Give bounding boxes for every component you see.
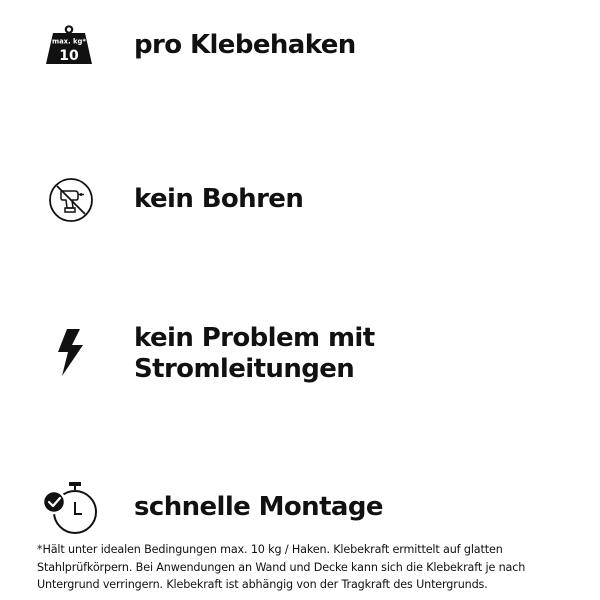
feature-title-power-lines-line-2: Stromleitungen <box>134 354 355 384</box>
weight-icon-label: max. kg* <box>52 37 86 46</box>
feature-title-quick-installation: schnelle Montage <box>134 492 383 522</box>
feature-title-power-lines-line-1: kein Problem mit <box>134 323 375 353</box>
feature-title-no-drilling: kein Bohren <box>134 184 304 214</box>
lightning-icon <box>53 327 87 377</box>
feature-title-weight: pro Klebehaken <box>134 30 356 60</box>
weight-icon-value: 10 <box>59 48 79 64</box>
stopwatch-check-icon <box>40 478 100 538</box>
no-drill-icon <box>48 177 94 223</box>
footnote: *Hält unter idealen Bedingungen max. 10 kg / Haken. Klebekraft ermittelt auf glatten Stahlprüfkörpern. Bei Anwendungen an Wand und Decke kann sich die Klebekraft je nach Untergrund verringern. Klebekraft ist abhängig von der Tragkraft des Untergrunds. <box>37 543 526 591</box>
weight-icon <box>44 24 96 66</box>
